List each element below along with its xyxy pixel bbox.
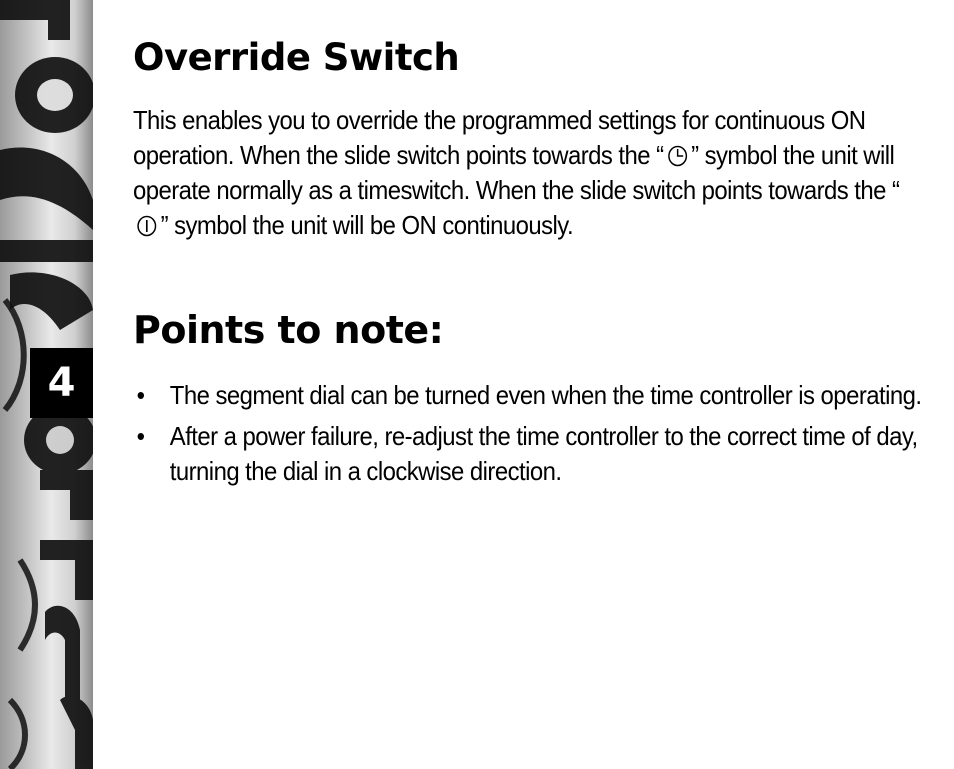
list-item-text: The segment dial can be turned even when the time controller is operating.	[169, 380, 922, 410]
override-text-part-1: This enables you to override the programmed settings for continuous ON operation. When the slide switch points towards the “	[133, 105, 866, 170]
decorative-side-band	[0, 0, 93, 769]
page-number: 4	[30, 348, 93, 418]
override-switch-heading: Override Switch	[133, 36, 460, 79]
list-item-text: After a power failure, re-adjust the time controller to the correct time of day, turning the dial in a clockwise direction.	[169, 421, 918, 486]
override-text-part-2: ” symbol the unit will operate normally as a timeswitch. When the slide switch points towards the “	[133, 140, 900, 205]
on-symbol-icon	[137, 215, 157, 237]
list-item	[133, 419, 924, 489]
clock-icon	[667, 145, 687, 167]
override-description	[133, 103, 924, 243]
override-text-part-3: ” symbol the unit will be ON continuously.	[160, 210, 574, 240]
list-item	[133, 378, 924, 413]
bullet-marker: •	[136, 421, 145, 451]
points-to-note-heading: Points to note:	[133, 308, 444, 352]
bullet-marker: •	[136, 380, 145, 410]
points-list	[133, 378, 924, 495]
